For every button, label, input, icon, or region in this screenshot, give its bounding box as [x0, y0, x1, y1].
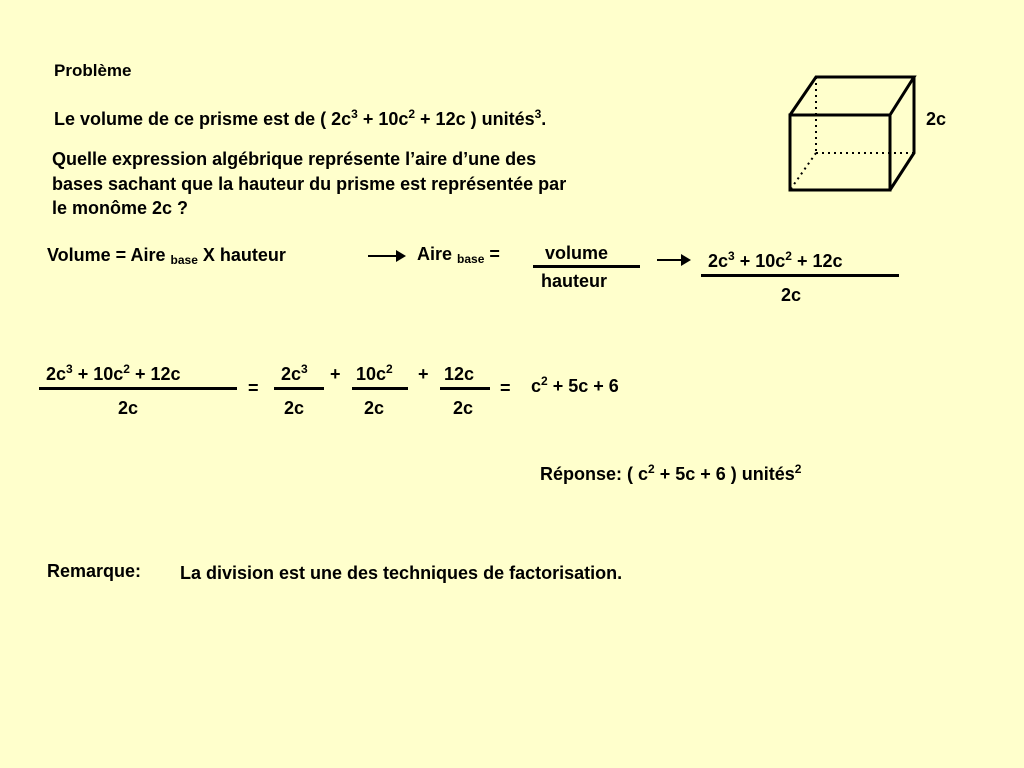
equals-sign: =	[248, 378, 259, 398]
term-1-denominator: 2c	[284, 398, 305, 418]
fraction-bar	[440, 387, 490, 390]
equals-sign: =	[489, 244, 500, 264]
equals-sign: =	[500, 378, 511, 398]
fraction-bar	[352, 387, 408, 390]
area-formula	[417, 245, 500, 265]
subscript-base: base	[170, 253, 198, 267]
remark-label: Remarque:	[47, 561, 142, 581]
formula-text: X hauteur	[197, 245, 286, 265]
answer: Réponse: ( $c^2 + 5c + 6$ ) unités$^2$	[540, 462, 802, 484]
statement-text: Le volume de ce prisme est de ( 2c	[54, 109, 352, 129]
plus-sign: +	[418, 364, 429, 384]
problem-statement	[54, 107, 547, 129]
fraction-numerator: volume	[545, 243, 609, 263]
fraction-bar	[701, 274, 899, 277]
polynomial-denominator: 2c	[781, 285, 802, 305]
statement-text: + 10c	[357, 109, 409, 129]
fraction-bar	[39, 387, 237, 390]
exponent: 3	[534, 107, 542, 121]
prism-cube-drawing	[780, 70, 960, 200]
hidden-edge	[790, 153, 816, 190]
polynomial-numerator: $2c^3 + 10c^2 + 12c$	[708, 249, 843, 271]
question-line-3: le monôme 2c ?	[52, 198, 189, 218]
remark-text: La division est une des techniques de factorisation.	[180, 563, 623, 583]
formula-text: Volume = Aire	[47, 245, 171, 265]
top-face	[790, 77, 914, 115]
fraction-bar	[274, 387, 324, 390]
cube-side-label: 2c	[926, 109, 947, 129]
polynomial-denominator: 2c	[118, 398, 139, 418]
statement-text: .	[541, 109, 547, 129]
question-line-1: Quelle expression algébrique représente l’aire d’une des	[52, 149, 537, 169]
page-title: Problème	[54, 61, 132, 80]
arrow-icon	[368, 255, 404, 257]
volume-formula	[47, 246, 286, 266]
subscript-base: base	[457, 252, 485, 266]
exponent: 2	[408, 107, 416, 121]
formula-text: Aire	[417, 244, 458, 264]
term-1-numerator: $2c^3$	[281, 362, 308, 384]
exponent: 3	[351, 107, 358, 121]
fraction-bar	[533, 265, 640, 268]
arrow-icon	[657, 259, 689, 261]
result-expression: $c^2 + 5c + 6$	[531, 374, 619, 396]
plus-sign: +	[330, 364, 341, 384]
term-3-numerator: 12c	[444, 364, 475, 384]
term-2-numerator: $10c^2$	[356, 362, 393, 384]
fraction-denominator: hauteur	[541, 271, 608, 291]
question-line-2: bases sachant que la hauteur du prisme est représentée par	[52, 174, 567, 194]
term-2-denominator: 2c	[364, 398, 385, 418]
statement-text: + 12c ) unités	[415, 109, 535, 129]
term-3-denominator: 2c	[453, 398, 474, 418]
polynomial-numerator: $2c^3 + 10c^2 + 12c$	[46, 362, 181, 384]
